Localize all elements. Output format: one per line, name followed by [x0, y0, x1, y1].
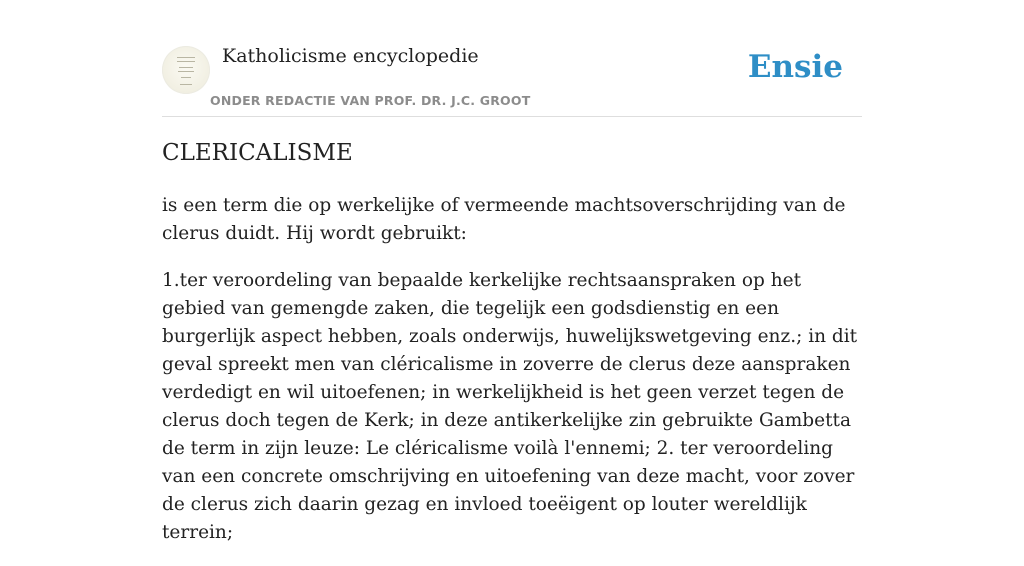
entry-paragraph: 1.ter veroordeling van bepaalde kerkelijke rechtsaanspraken op het gebied van gemengde zaken, die tegelijk een godsdienstig en een burgerlijk aspect hebben, zoals onderwijs, huwelijkswetgeving enz.; in dit geval spreekt men van cléricalisme in zoverre de clerus deze aanspraken verdedigt en wil uitoefenen; in werkelijkheid is het geen verzet tegen de clerus doch tegen de Kerk; in deze antikerkelijke zin gebruikte Gambetta de term in zijn leuze: Le cléricalisme voilà l'ennemi; 2. ter veroordeling van een concrete omschrijving en uitoefening van deze macht, voor zover de clerus zich daarin gezag en invloed toeëigent op louter wereldlijk terrein;: [162, 270, 858, 543]
entry-headword: CLERICALISME: [162, 140, 353, 166]
ensie-logo-link[interactable]: Ensie: [747, 49, 843, 85]
entry-paragraph: is een term die op werkelijke of vermeende machtsoverschrijding van de clerus duidt. Hij wordt gebruikt:: [162, 195, 846, 244]
book-title[interactable]: Katholicisme encyclopedie: [222, 45, 479, 67]
book-header: [162, 40, 862, 117]
book-cover-thumbnail[interactable]: [162, 46, 210, 94]
book-editor-subtitle: ONDER REDACTIE VAN PROF. DR. J.C. GROOT: [210, 93, 531, 108]
entry-body: [162, 192, 862, 566]
